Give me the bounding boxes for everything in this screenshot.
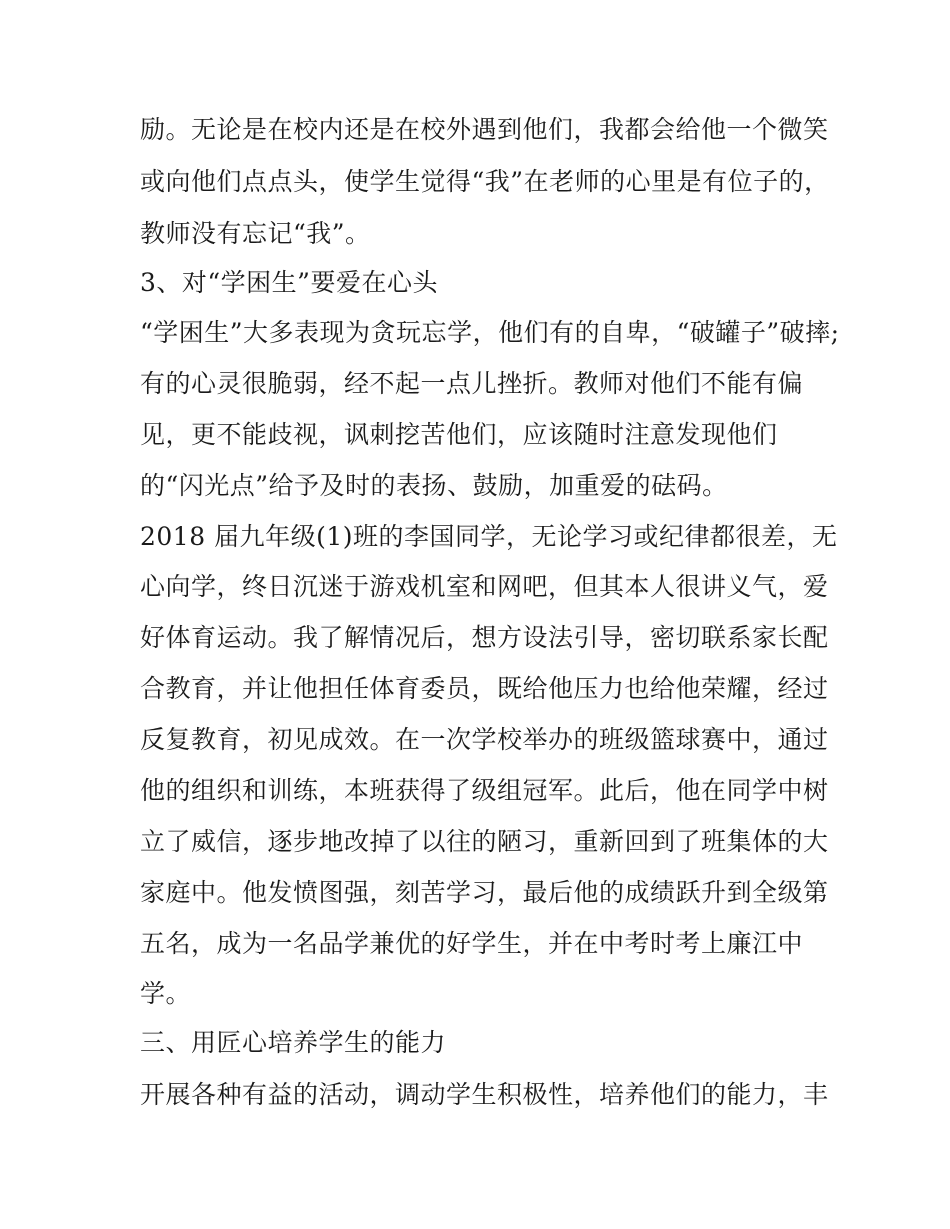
paragraph-line: 的“闪光点”给予及时的表扬、鼓励，加重爱的砝码。: [140, 471, 728, 500]
paragraph-line: 他的组织和训练，本班获得了级组冠军。此后，他在同学中树: [140, 776, 829, 805]
paragraph-line: 家庭中。他发愤图强，刻苦学习，最后他的成绩跃升到全级第: [140, 878, 829, 907]
paragraph-line: 学。: [140, 979, 192, 1008]
paragraph-line: 立了威信，逐步地改掉了以往的陋习，重新回到了班集体的大: [140, 827, 829, 856]
paragraph-line: 五名，成为一名品学兼优的好学生，并在中考时考上廉江中: [140, 929, 804, 958]
section-heading: 3、对“学困生”要爱在心头: [140, 268, 438, 297]
paragraph-line: 有的心灵很脆弱，经不起一点儿挫折。教师对他们不能有偏: [140, 369, 804, 398]
paragraph-line: 见，更不能歧视，讽刺挖苦他们，应该随时注意发现他们: [140, 420, 778, 449]
section-heading: 三、用匠心培养学生的能力: [140, 1028, 447, 1057]
paragraph-line: “学困生”大多表现为贪玩忘学，他们有的自卑，“破罐子”破摔;: [140, 318, 840, 347]
paragraph-line: 或向他们点点头，使学生觉得“我”在老师的心里是有位子的，: [140, 167, 830, 196]
paragraph-line: 好体育运动。我了解情况后，想方设法引导，密切联系家长配: [140, 623, 829, 652]
paragraph-line: 开展各种有益的活动，调动学生积极性，培养他们的能力，丰: [140, 1080, 829, 1109]
paragraph-line: 心向学，终日沉迷于游戏机室和网吧，但其本人很讲义气，爱: [140, 572, 829, 601]
paragraph-line: 2018 届九年级(1)班的李国同学，无论学习或纪律都很差，无: [140, 522, 838, 551]
paragraph-line: 合教育，并让他担任体育委员，既给他压力也给他荣耀，经过: [140, 674, 829, 703]
paragraph-line: 教师没有忘记“我”。: [140, 219, 371, 248]
paragraph-line: 励。无论是在校内还是在校外遇到他们，我都会给他一个微笑: [140, 115, 829, 144]
paragraph-line: 反复教育，初见成效。在一次学校举办的班级篮球赛中，通过: [140, 725, 829, 754]
